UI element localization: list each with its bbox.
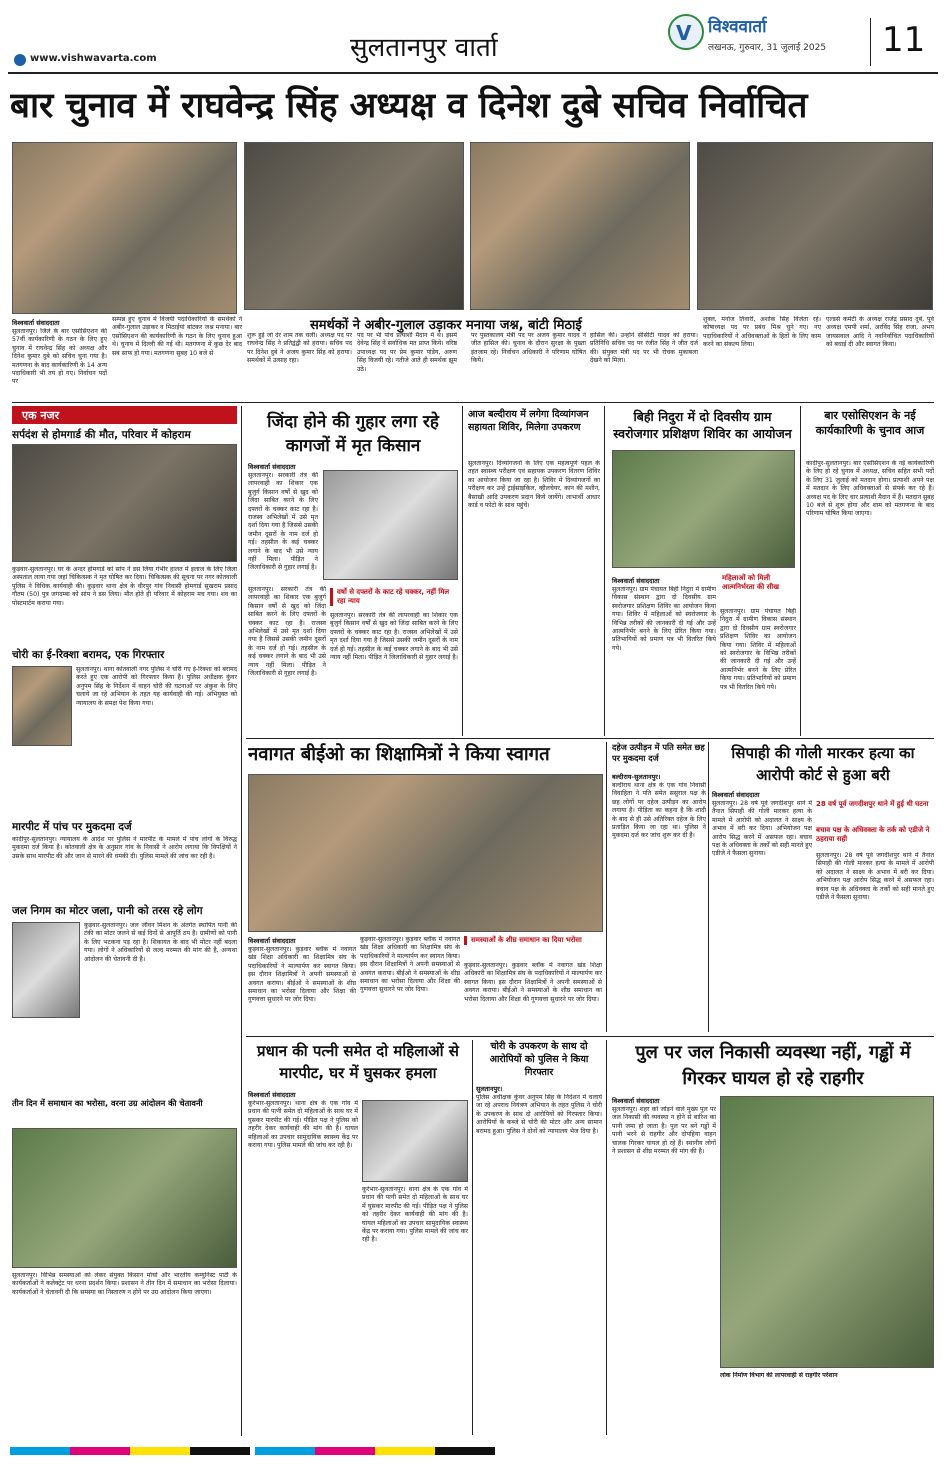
pul-headline: पुल पर जल निकासी व्यवस्था नहीं, गड्ढों में गिरकर घायल हो रहे राहगीर	[635, 1042, 911, 1089]
website-link[interactable]: www.vishwavarta.com	[30, 53, 157, 64]
page-number: 11	[882, 20, 926, 60]
ek-nazar-photo-1	[12, 444, 237, 562]
sipahi-text-col2: सुलतानपुर। 28 वर्ष पूर्व जगदीशपुर थाने में तैनात सिपाही की गोली मारकर हत्या के मामले में आरोपी को अदालत ने साक्ष्य के अभाव में बरी कर दिया। अभियोजन पक्ष आरोप सिद्ध करने में असफल रहा। बचाव पक्ष के अधिवक्ता के तर्कों को सही मानते हुए एडीजे ने फैसला सुनाया।	[816, 852, 934, 902]
lead-col-8: एल्डर्स कमेटी के अध्यक्ष राजेंद्र प्रसाद दुबे, पूर्व अध्यक्ष एमपी शर्मा, अरविंद सिंह राजा, अभय जायसवाल आदि ने नवनिर्वाचित पदाधिकारियों को बधाई दी और स्वागत किया।	[826, 316, 934, 349]
zinda-photo	[323, 470, 458, 580]
globe-icon	[14, 54, 26, 66]
lead-col-3: शुरू हुई जो देर शाम तक चली। अध्यक्ष पद पर राघवेन्द्र सिंह ने प्रतिद्वंद्वी को हराया। सचिव पद पर दिनेश दुबे ने अजय कुमार सिंह को हराया। समर्थकों में उत्साह रहा।	[247, 332, 352, 365]
bihi-headline: बिही निदुरा में दो दिवसीय ग्राम स्वरोजगार प्रशिक्षण शिविर का आयोजन	[613, 409, 792, 441]
pul-byline: विश्ववार्ता संवाददाता	[612, 1097, 660, 1105]
masthead	[0, 0, 945, 80]
beo-pull-quote: समस्याओं के शीघ्र समाधान का दिया भरोसा	[464, 936, 596, 945]
sipahi-headline: सिपाही की गोली मारकर हत्या का आरोपी कोर्ट से हुआ बरी	[731, 744, 915, 784]
lead-col-4: पद पर भी पांच प्रत्याशी मैदान में थे। इसमें देवेन्द्र सिंह ने सर्वाधिक मत प्राप्त किये। वरिष्ठ उपाध्यक्ष पद पर प्रेम कुमार पांडेय, अरुण सिंह विजयी रहे। नतीजे आते ही समर्थक झूम उठे।	[357, 332, 457, 373]
pradhan-headline: प्रधान की पत्नी समेत दो महिलाओं से मारपीट, घर में घुसकर हमला	[257, 1042, 459, 1082]
lead-col-6: हासिल की। उन्होंने सीसीटी यादव को हराया। प्रतिनिधि सचिव पद पर रंजीत सिंह ने जीत दर्ज की। संयुक्त मंत्री पद पर भी रोचक मुकाबला देखने को मिला।	[590, 332, 698, 365]
sipahi-text: सुलतानपुर। 28 वर्ष पूर्व जगदीशपुर थाने में तैनात सिपाही की गोली मारकर हत्या के मामले में आरोपी को अदालत ने साक्ष्य के अभाव में बरी कर दिया। अभियोजन पक्ष आरोप सिद्ध करने में असफल रहा। बचाव पक्ष के अधिवक्ता के तर्कों को सही मानते हुए एडीजे ने फैसला सुनाया।	[712, 800, 812, 858]
lead-subhead: समर्थकों ने अबीर-गुलाल उड़ाकर मनाया जश्न, बांटी मिठाई	[310, 318, 582, 333]
print-color-bar	[10, 1440, 935, 1450]
ek-nazar-photo-4	[12, 1128, 237, 1268]
beo-text-col2: कुड़वार-सुलतानपुर। कुड़वार ब्लॉक में नवागत खंड शिक्षा अधिकारी का शिक्षामित्र संघ के पदाधिकारियों ने माल्यार्पण कर स्वागत किया। इस दौरान शिक्षामित्रों ने अपनी समस्याओं से अवगत कराया। बीईओ ने समस्याओं के शीघ्र समाधान का भरोसा दिलाया और शिक्षा की गुणवत्ता सुधारने पर जोर दिया।	[360, 936, 460, 994]
shivir-headline: आज बल्दीराय में लगेगा दिव्यांगजन सहायता शिविर, मिलेगा उपकरण	[468, 409, 589, 433]
ek-nazar-text-4: कुड़वार-सुलतानपुर। जल जीवन मिशन के अंतर्गत स्थापित पानी की टंकी का मोटर जलने से कई दिनों से आपूर्ति ठप है। ग्रामीणों को पानी के लिए भटकना पड़ रहा है। शिकायत के बाद भी मोटर नहीं बदला गया। लोगों ने अधिकारियों से जल्द मरम्मत की मांग की है, अन्यथा आंदोलन की चेतावनी दी है।	[84, 922, 237, 963]
lead-byline: विश्ववार्ता संवाददाता	[12, 319, 60, 327]
zinda-pull-quote: वर्षो से दफ्तरों के काट रहे चक्कर, नहीं मिल रहा न्याय	[330, 588, 458, 606]
dahej-byline: बल्दीराय-सुलतानपुर।	[612, 773, 661, 781]
pul-photo-caption: लोक निर्माण विभाग की लापरवाही से राहगीर परेशान	[720, 1372, 838, 1379]
ek-nazar-headline-5: तीन दिन में समाधान का भरोसा, वरना उग्र आंदोलन की चेतावनी	[12, 1098, 203, 1108]
bihi-text-col2: सुलतानपुर। ग्राम पंचायत बिही निदुरा में ग्रामीण विकास संस्थान द्वारा दो दिवसीय ग्राम स्वरोजगार प्रशिक्षण शिविर का आयोजन किया गया। शिविर में महिलाओं को स्वरोजगार के विभिन्न तरीकों की जानकारी दी गई और उन्हें आत्मनिर्भर बनने के लिए प्रेरित किया गया। प्रतिभागियों को प्रमाण पत्र भी वितरित किये गये।	[720, 608, 796, 691]
ek-nazar-headline-3: मारपीट में पांच पर मुकदमा दर्ज	[12, 821, 132, 833]
dahej-headline: दहेज उत्पीड़न में पति समेत छह पर मुकदमा दर्ज	[612, 742, 705, 763]
zinda-text: सुलतानपुर। सरकारी तंत्र की लापरवाही का शिकार एक बुजुर्ग किसान वर्षों से खुद को जिंदा साबित करने के लिए दफ्तरों के चक्कर काट रहा है। राजस्व अभिलेखों में उसे मृत दर्शा दिया गया है जिससे उसकी जमीन दूसरों के नाम दर्ज हो गई। तहसील के कई चक्कर लगाने के बाद भी उसे न्याय नहीं मिला। पीड़ित ने जिलाधिकारी से गुहार लगाई है।	[248, 472, 318, 572]
lead-col-5: पर पुस्तकालय मंत्री पद पर अजय कुमार यादव ने जीत हासिल की। चुनाव के दौरान सुरक्षा के पुख्ता इंतजाम रहे। निर्वाचन अधिकारी ने परिणाम घोषित किये।	[471, 332, 586, 365]
chori-byline: सुलतानपुर।	[476, 1085, 503, 1093]
bar-karyakarini-headline: बार एसोसिएशन के नई कार्यकारिणी के चुनाव आज	[815, 409, 925, 437]
ek-nazar-photo-3	[12, 922, 80, 1018]
sipahi-bullet-2: बचाव पक्ष के अधिवक्ता के तर्क को एडीजे ने ठहराया सही	[816, 826, 930, 843]
beo-text: कुड़वार-सुलतानपुर। कुड़वार ब्लॉक में नवागत खंड शिक्षा अधिकारी का शिक्षामित्र संघ के पदाधिकारियों ने माल्यार्पण कर स्वागत किया। इस दौरान शिक्षामित्रों ने अपनी समस्याओं से अवगत कराया। बीईओ ने समस्याओं के शीघ्र समाधान का भरोसा दिलाया और शिक्षा की गुणवत्ता सुधारने पर जोर दिया।	[248, 946, 356, 1004]
pul-text: सुलतानपुर। शहर को जोड़ने वाले मुख्य पुल पर जल निकासी की व्यवस्था न होने से बारिश का पानी जमा हो जाता है। पुल पर बने गड्ढों में पानी भरने से राहगीर और दोपहिया वाहन चालक गिरकर घायल हो रहे हैं। स्थानीय लोगों ने प्रशासन से शीघ्र मरम्मत की मांग की है।	[612, 1106, 716, 1156]
pradhan-byline: विश्ववार्ता संवाददाता	[248, 1091, 296, 1099]
masthead-rule	[8, 72, 938, 74]
lead-photo-3	[470, 142, 690, 310]
bihi-byline: विश्ववार्ता संवाददाता	[612, 577, 660, 585]
ek-nazar-headline-2: चोरी का ई-रिक्शा बरामद, एक गिरफ्तार	[12, 649, 165, 661]
lead-col-2: सम्पन्न हुए चुनाव में विजयी पदाधिकारियों के समर्थकों ने अबीर-गुलाल उड़ाकर व मिठाईयां बांटकर जश्न मनाया। बार एसोसिएशन की कार्यकारिणी के गठन के लिए चुनाव हुआ थे। चुनाव में दिल्ली की गई थी। मतगणना में कुछ देर बाद सब साफ हो गया। मतगणना सुबह 10 बजे से	[112, 316, 242, 357]
sipahi-byline: विश्ववार्ता संवाददाता	[712, 791, 760, 799]
section-title: सुलतानपुर वार्ता	[350, 33, 498, 63]
bar-karyakarini-text: कादीपुर-सुलतानपुर। बार एसोसिएशन के नई कार्यकारिणी के लिए हो रहे चुनाव में अध्यक्ष, सचिव सहित सभी पदों के लिए 31 जुलाई को मतदान होगा। प्रत्याशी अपने पक्ष में मतदान के लिए अधिवक्ताओं से संपर्क कर रहे हैं। अध्यक्ष पद के लिए चार प्रत्याशी मैदान में हैं। मतदान सुबह 10 बजे से शुरू होगा और शाम को मतगणना के बाद परिणाम घोषित किया जाएगा।	[806, 460, 934, 518]
lead-photo-2	[244, 142, 464, 310]
ek-nazar-photo-2	[12, 666, 72, 746]
pradhan-photo	[362, 1100, 468, 1182]
lead-col-7: शुक्ल, मनोज तिवारी, अशोक सिंह विजेता रहे। कोषाध्यक्ष पद पर प्रबंध मिश्र चुने गए। नए पदाधिकारियों ने अधिवक्ताओं के हितों के लिए काम करने का संकल्प लिया।	[703, 316, 821, 349]
ek-nazar-text-1: कुड़वार-सुलतानपुर। घर के अन्दर होमगार्ड को सांप ने डस लिया गंभीर हालत में इलाज के लिए जिला अस्पताल लाया गया जहां चिकित्सक ने मृत घोषित कर दिया। चिकित्सक की सूचना पर नगर कोतवाली पुलिस ने विधिक कार्यवाही की। कुड़वार थाना क्षेत्र के वीरपुर गांव निवासी होमगार्ड सुखराम प्रसाद गौतम (50) पुत्र जगदम्बा को सांप ने डस लिया। मौत होते ही परिवार में कोहराम मच गया। शव का पोस्टमार्टम कराया गया।	[12, 566, 237, 607]
beo-headline: नवागत बीईओ का शिक्षामित्रों ने किया स्वागत	[248, 744, 550, 765]
ek-nazar-headline-4: जल निगम का मोटर जला, पानी को तरस रहे लोग	[12, 905, 203, 917]
sipahi-bullet-1: 28 वर्ष पूर्व जगदीशपुर थाने में हुई थी घटना	[816, 800, 929, 808]
ek-nazar-label: एक नजर	[12, 406, 237, 424]
zinda-text-col2: सुलतानपुर। सरकारी तंत्र की लापरवाही का शिकार एक बुजुर्ग किसान वर्षों से खुद को जिंदा साबित करने के लिए दफ्तरों के चक्कर काट रहा है। राजस्व अभिलेखों में उसे मृत दर्शा दिया गया है जिससे उसकी जमीन दूसरों के नाम दर्ज हो गई। तहसील के कई चक्कर लगाने के बाद भी उसे न्याय नहीं मिला। पीड़ित ने जिलाधिकारी से गुहार लगाई है।	[330, 612, 458, 662]
lead-photo-4	[697, 142, 933, 310]
bihi-photo	[612, 450, 795, 568]
lead-headline: बार चुनाव में राघवेन्द्र सिंह अध्यक्ष व दिनेश दुबे सचिव निर्वाचित	[10, 86, 808, 126]
dahej-text: बल्दीराय थाना क्षेत्र के एक गांव निवासी विवाहिता ने पति समेत ससुराल पक्ष के छह लोगों पर दहेज उत्पीड़न का आरोप लगाया है। पीड़िता का कहना है कि शादी के बाद से ही उसे अतिरिक्त दहेज के लिए प्रताड़ित किया जा रहा था। पुलिस ने मुकदमा दर्ज कर जांच शुरू कर दी है।	[612, 782, 706, 840]
ek-nazar-headline-1: सर्पदंश से होमगार्ड की मौत, परिवार में कोहराम	[12, 429, 191, 441]
pradhan-text: कूरेभार-सुलतानपुर। थाना क्षेत्र के एक गांव में प्रधान की पत्नी समेत दो महिलाओं के साथ घर में घुसकर मारपीट की गई। पीड़ित पक्ष ने पुलिस को तहरीर देकर कार्यवाही की मांग की है। घायल महिलाओं का उपचार सामुदायिक स्वास्थ्य केंद्र पर कराया गया। पुलिस मामले की जांच कर रही है।	[248, 1100, 358, 1150]
beo-photo	[248, 774, 603, 932]
beo-text-col3: कुड़वार-सुलतानपुर। कुड़वार ब्लॉक में नवागत खंड शिक्षा अधिकारी का शिक्षामित्र संघ के पदाधिकारियों ने माल्यार्पण कर स्वागत किया। इस दौरान शिक्षामित्रों ने अपनी समस्याओं से अवगत कराया। बीईओ ने समस्याओं के शीघ्र समाधान का भरोसा दिलाया और शिक्षा की गुणवत्ता सुधारने पर जोर दिया।	[464, 962, 602, 1003]
ek-nazar-text-3: कादीपुर-सुलतानपुर। न्यायालय के आदेश पर पुलिस ने मारपीट के मामले में पांच लोगों के विरुद्ध मुकदमा दर्ज किया है। कोतवाली क्षेत्र के अनुसार गांव के निवासी ने आरोप लगाया कि विपक्षियों ने उसके साथ मारपीट की और जान से मारने की धमकी दी। पुलिस मामले की जांच कर रही है।	[12, 836, 237, 860]
lead-photo-1	[12, 142, 237, 314]
brand-name: विश्ववार्ता	[708, 17, 767, 37]
chori-text: पुलिस अधीक्षक कुंवर अनुपम सिंह के निर्देशन में चलाये जा रहे अपराध नियंत्रण अभियान के तहत पुलिस ने चोरी के उपकरण के साथ दो आरोपियों को गिरफ्तार किया। आरोपियों के कब्जे से चोरी की मोटर और अन्य सामान बरामद हुआ। पुलिस ने दोनों को न्यायालय भेज दिया है।	[476, 1094, 602, 1135]
ek-nazar-text-2: सुलतानपुर। थाना कोतवाली नगर पुलिस ने चोरी गए ई-रिक्शा को बरामद करते हुए एक आरोपी को गिरफ्तार किया है। पुलिस अधीक्षक कुंवर अनुपम सिंह के निर्देशन में वाहन चोरी की घटनाओं पर अंकुश के लिए चलाये जा रहे अभियान के तहत यह कार्यवाही की गई। अभियुक्त को न्यायालय के समक्ष पेश किया गया।	[76, 666, 237, 707]
brand-logo-icon: V	[668, 14, 704, 50]
ek-nazar-text-5: सुलतानपुर। विभिन्न समस्याओं को लेकर संयुक्त किसान मोर्चा और भारतीय कम्युनिस्ट पार्टी के कार्यकर्ताओं ने कलेक्ट्रेट पर धरना प्रदर्शन किया। प्रशासन ने तीन दिन में समाधान का भरोसा दिलाया। कार्यकर्ताओं ने चेतावनी दी कि समस्या का निस्तारण न होने पर उग्र आंदोलन किया जाएगा।	[12, 1272, 237, 1296]
chori-headline: चोरी के उपकरण के साथ दो आरोपियों को पुलिस ने किया गिरफ्तार	[489, 1041, 589, 1078]
zinda-text-more: सुलतानपुर। सरकारी तंत्र की लापरवाही का शिकार एक बुजुर्ग किसान वर्षों से खुद को जिंदा साबित करने के लिए दफ्तरों के चक्कर काट रहा है। राजस्व अभिलेखों में उसे मृत दर्शा दिया गया है जिससे उसकी जमीन दूसरों के नाम दर्ज हो गई। तहसील के कई चक्कर लगाने के बाद भी उसे न्याय नहीं मिला। पीड़ित ने जिलाधिकारी से गुहार लगाई है।	[248, 586, 326, 678]
bihi-pull-quote: महिलाओं को मिली आत्मनिर्भरता की सीख	[722, 574, 779, 591]
zinda-headline: जिंदा होने की गुहार लगा रहे कागजों में मृत किसान	[267, 412, 439, 456]
zinda-byline: विश्ववार्ता संवाददाता	[248, 463, 296, 471]
dateline: लखनऊ, गुरुवार, 31 जुलाई 2025	[708, 43, 827, 53]
lead-col-1: सुलतानपुर। जिले के बार एसोसिएशन की 57वीं कार्यकारिणी के गठन के लिए हुए चुनाव में राघवेन्द्र सिंह को अध्यक्ष और दिनेश कुमार दुबे को सचिव चुना गया है। मतगणना के बाद कार्यकारिणी के 14 अन्य पदाधिकारी भी तय हो गए। निर्वाचन पदों पर	[12, 328, 107, 386]
pradhan-text-col2: कूरेभार-सुलतानपुर। थाना क्षेत्र के एक गांव में प्रधान की पत्नी समेत दो महिलाओं के साथ घर में घुसकर मारपीट की गई। पीड़ित पक्ष ने पुलिस को तहरीर देकर कार्यवाही की मांग की है। घायल महिलाओं का उपचार सामुदायिक स्वास्थ्य केंद्र पर कराया गया। पुलिस मामले की जांच कर रही है।	[362, 1186, 468, 1244]
shivir-text: सुलतानपुर। दिव्यांगजनों के लिए एक महत्वपूर्ण पहल के तहत स्वास्थ्य परीक्षण एवं सहायक उपकरण वितरण शिविर का आयोजन किया जा रहा है। शिविर में दिव्यांगजनों का परीक्षण कर उन्हें ट्राईसाइकिल, व्हीलचेयर, कान की मशीन, बैसाखी आदि उपकरण प्रदान किये जायेंगे। लाभार्थी आधार कार्ड व फोटो के साथ पहुंचें।	[468, 460, 600, 510]
beo-byline: विश्ववार्ता संवाददाता	[248, 937, 296, 945]
bihi-text: सुलतानपुर। ग्राम पंचायत बिही निदुरा में ग्रामीण विकास संस्थान द्वारा दो दिवसीय ग्राम स्वरोजगार प्रशिक्षण शिविर का आयोजन किया गया। शिविर में महिलाओं को स्वरोजगार के विभिन्न तरीकों की जानकारी दी गई और उन्हें आत्मनिर्भर बनने के लिए प्रेरित किया गया। प्रतिभागियों को प्रमाण पत्र भी वितरित किये गये।	[612, 586, 716, 652]
pul-photo	[720, 1096, 934, 1368]
